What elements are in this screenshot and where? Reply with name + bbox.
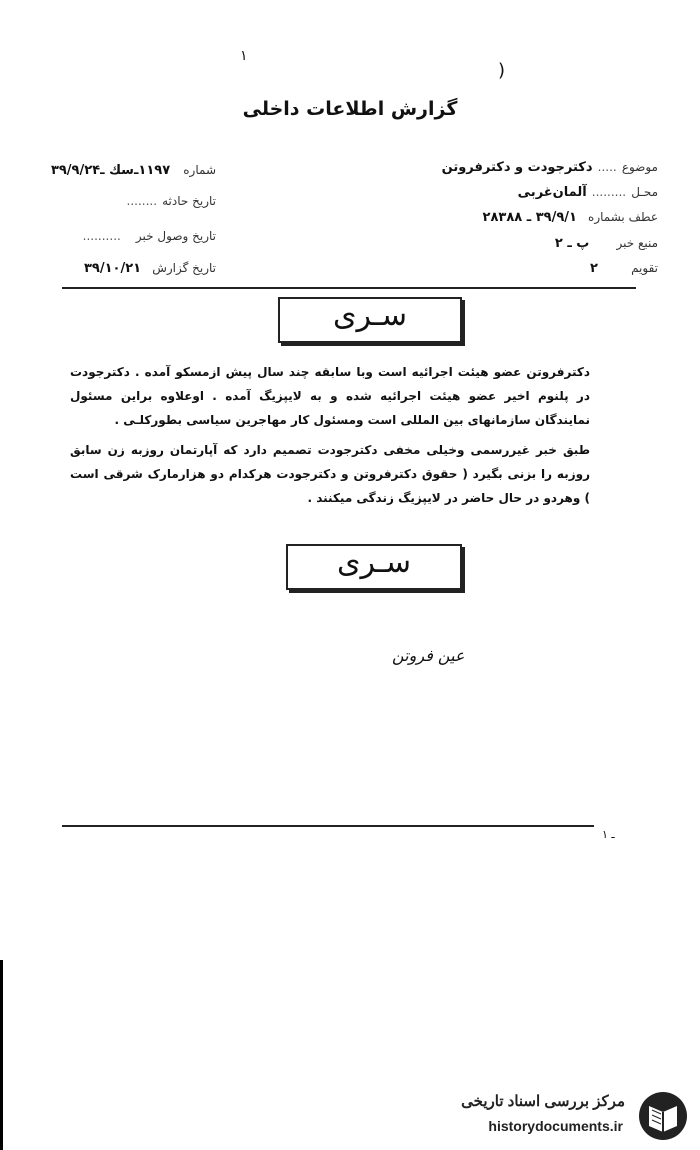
document-title: گزارش اطلاعات داخلی <box>242 98 458 120</box>
body-paragraph-2: طبق خبر غیررسمی وخیلی مخفی دکترجودت تصمیم دارد که آپارتمان روزبه زن سابق روزبه را بزنی بگیرد ( حقوق دکترفروتن و دکترجودت هرکدام دو هزارمارک شرقی است ) وهردو در حال حاضر در لایپزیگ زندگی میکنند . <box>70 443 590 505</box>
body-paragraph-1: دکترفروتن عضو هیئت اجرائیه است وبا سابقه چند سال پیش ازمسکو آمده . دکترجودت در پلنوم اخیر عضو هیئت اجرائیه شده و به لایپزیگ آمده . اوعلاوه براین مسئول نمایندگان سازمانهای بین المللی است ومسئول کار مهاجرین سیاسی بطورکلـی . <box>70 365 590 427</box>
subject-label: موضوع <box>621 160 658 174</box>
field-report-date <box>50 257 216 276</box>
top-right-mark: ) <box>498 60 506 81</box>
classification-stamp-top <box>278 297 462 343</box>
source-label: منبع خبر <box>616 236 658 250</box>
number-value: ۱۱۹۷ـ‌سك ـ‌۳۹/۹/۲۴ <box>50 163 171 178</box>
incident-date-label: تاریخ حادثه <box>162 194 216 208</box>
ref-number-label: عطف بشماره <box>588 210 658 224</box>
field-source <box>398 232 658 251</box>
field-rating <box>398 257 658 276</box>
subject-value: دکترجودت و دکترفروتن <box>441 160 593 175</box>
field-news-received <box>56 225 216 244</box>
incident-date-value: ........ <box>126 194 158 208</box>
report-date-value: ۳۹/۱۰/۲۱ <box>83 261 142 276</box>
rating-value: ۲ <box>590 261 598 276</box>
field-incident-date <box>110 190 216 209</box>
book-logo-icon <box>635 1090 691 1142</box>
scan-edge-line <box>0 960 3 1150</box>
news-received-label: تاریخ وصول خبر <box>135 229 216 243</box>
rating-label: تقویم <box>631 261 658 275</box>
news-received-value: .......... <box>82 229 121 243</box>
watermark-url: historydocuments.ir <box>488 1118 623 1134</box>
footer-divider <box>62 825 594 827</box>
signature: عین فروتن <box>392 646 465 665</box>
place-value: آلمان‌غربی <box>517 185 587 200</box>
field-number <box>16 159 216 178</box>
field-place: محـل ......... آلمان‌غربی <box>517 185 658 200</box>
watermark <box>410 1088 695 1144</box>
header-divider <box>62 287 636 289</box>
classification-text-top: سـری <box>333 298 407 333</box>
watermark-title: مرکز بررسی اسناد تاریخی <box>461 1093 625 1110</box>
place-label: محـل <box>631 185 658 199</box>
ref-number-value: ۳۹/۹/۱ ـ ۲۸۳۸۸ <box>482 210 577 225</box>
footer-marks: ـ ۱ <box>602 828 615 841</box>
report-date-label: تاریخ گزارش <box>152 261 216 275</box>
source-value: پ ـ ۲ <box>554 236 590 251</box>
classification-stamp-bottom <box>286 544 462 590</box>
top-left-mark: ۱ <box>240 48 248 64</box>
number-label: شماره <box>183 163 216 177</box>
classification-text-bottom: سـری <box>337 545 411 580</box>
field-ref-number <box>398 206 658 225</box>
field-subject: موضوع ..... دکترجودت و دکترفروتن <box>441 160 658 175</box>
